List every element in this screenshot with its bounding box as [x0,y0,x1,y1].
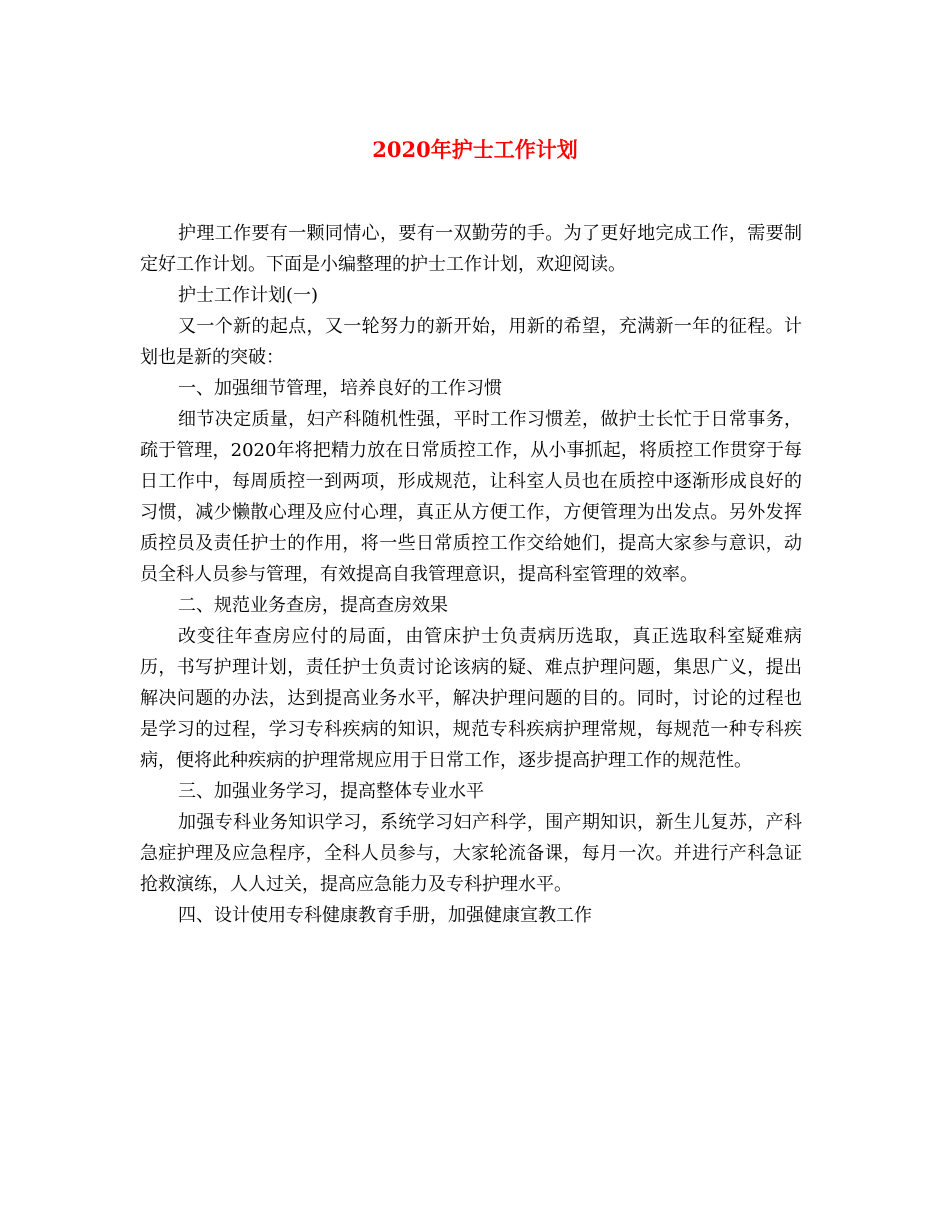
section-heading-plan-one: 护士工作计划(一) [178,285,319,306]
paragraph-intro: 护理工作要有一颗同情心，要有一双勤劳的手。为了更好地完成工作，需要制定好工作计划。下面是小编整理的护士工作计划，欢迎阅读。 [140,223,802,275]
section-heading-2: 二、规范业务查房，提高查房效果 [178,595,448,616]
section-heading-4: 四、设计使用专科健康教育手册，加强健康宣教工作 [178,905,592,926]
paragraph-professional-study: 加强专科业务知识学习，系统学习妇产科学，围产期知识，新生儿复苏，产科急症护理及应急程序，全科人员参与，大家轮流备课，每月一次。并进行产科急证抢救演练，人人过关，提高应急能力及专科护理水平。 [140,812,802,895]
document-body [140,218,802,931]
paragraph-new-start: 又一个新的起点，又一轮努力的新开始，用新的希望，充满新一年的征程。计划也是新的突破： [140,316,802,368]
section-heading-3: 三、加强业务学习，提高整体专业水平 [178,781,484,802]
paragraph-ward-rounds: 改变往年查房应付的局面，由管床护士负责病历选取，真正选取科室疑难病历，书写护理计划，责任护士负责讨论该病的疑、难点护理问题，集思广义，提出解决问题的办法，达到提高业务水平，解决护理问题的目的。同时，讨论的过程也是学习的过程，学习专科疾病的知识，规范专科疾病护理常规，每规范一种专科疾病，便将此种疾病的护理常规应用于日常工作，逐步提高护理工作的规范性。 [140,626,802,771]
section-heading-1: 一、加强细节管理，培养良好的工作习惯 [178,378,502,399]
document-title: 2020年护士工作计划 [372,137,578,162]
paragraph-detail-management: 细节决定质量，妇产科随机性强，平时工作习惯差，做护士长忙于日常事务，疏于管理，2020年将把精力放在日常质控工作，从小事抓起，将质控工作贯穿于每日工作中，每周质控一到两项，形成规范，让科室人员也在质控中逐渐形成良好的习惯，减少懒散心理及应付心理，真正从方便工作，方便管理为出发点。另外发挥质控员及责任护士的作用，将一些日常质控工作交给她们，提高大家参与意识，动员全科人员参与管理，有效提高自我管理意识，提高科室管理的效率。 [140,409,802,585]
